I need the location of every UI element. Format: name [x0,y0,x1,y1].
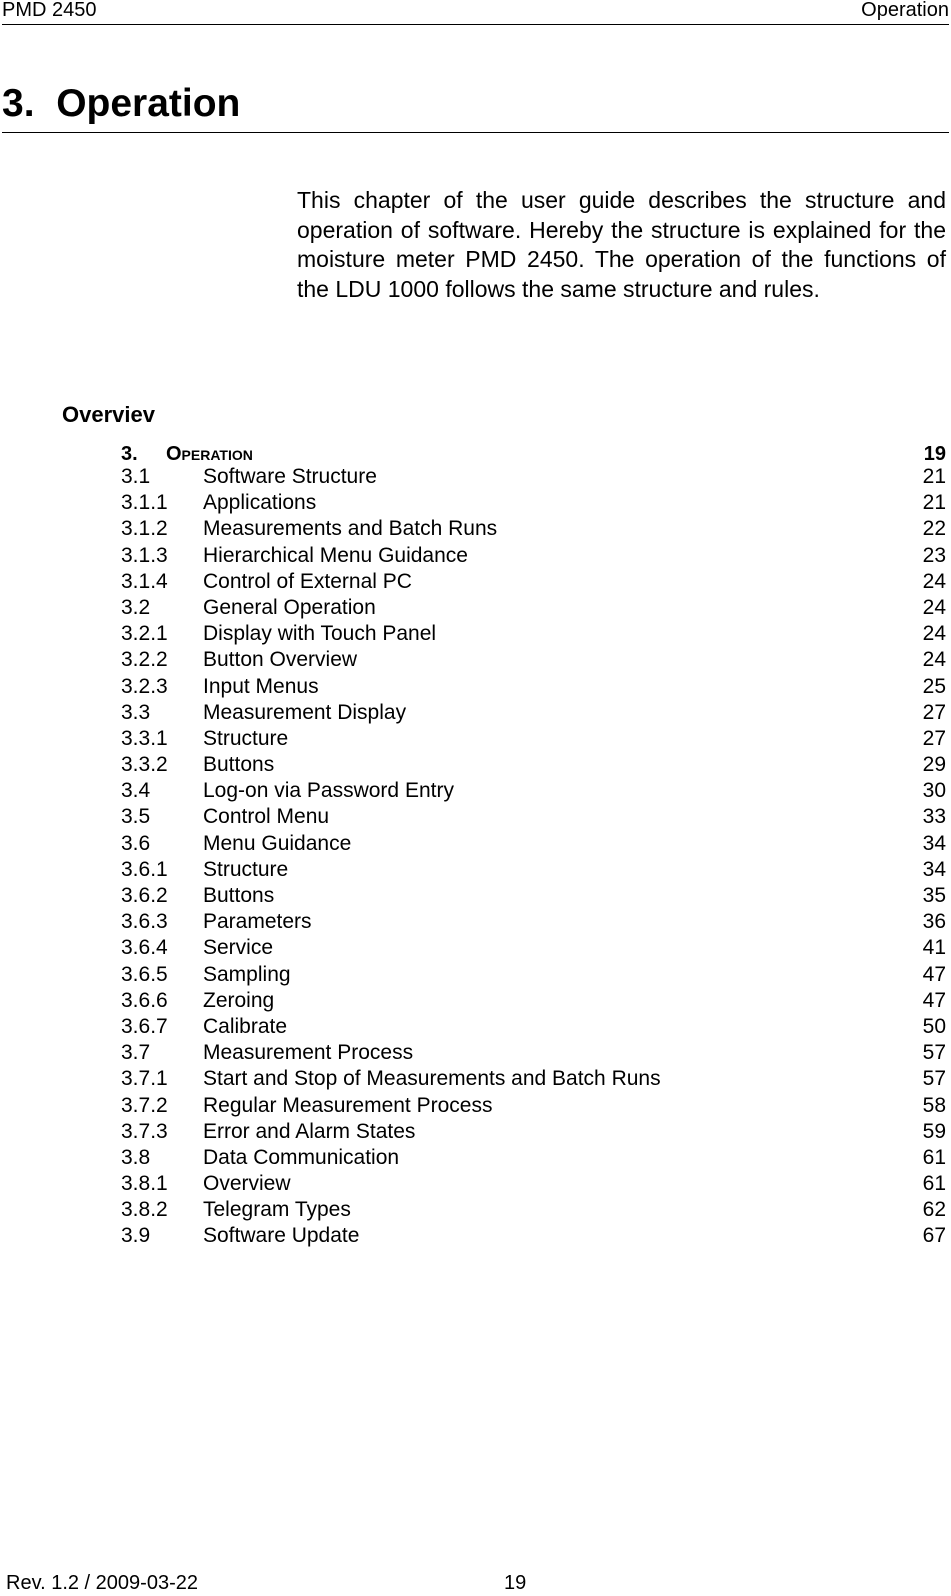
toc-entry[interactable] [121,884,946,910]
footer-revision: Rev. 1.2 / 2009-03-22 [6,1572,198,1594]
toc-entry-title: Log-on via Password Entry [203,779,454,803]
toc-entry-page: 21 [922,491,946,515]
toc-entry-number: 3.6.1 [121,857,168,881]
toc-entry-number: 3.3.1 [121,726,168,750]
toc-entry-number: 3.1.4 [121,569,168,593]
toc-entry[interactable] [121,675,946,701]
toc-entry[interactable] [121,963,946,989]
toc-entry-title: Telegram Types [203,1198,351,1222]
toc-entry-title: Parameters [203,910,312,934]
toc-entry-number: 3.6.5 [121,962,168,986]
toc-entry-page: 30 [922,779,946,803]
toc-entry-page: 27 [922,726,946,750]
toc-entry-title: Measurement Process [203,1041,414,1065]
toc-entry-number: 3.1.1 [121,491,168,515]
toc-entry-number: 3.7.3 [121,1119,168,1143]
toc-entry-number: 3.5 [121,805,151,829]
toc-entry-number: 3.6.7 [121,1014,168,1038]
toc-entry-number: 3.4 [121,779,151,803]
toc-entry-page: 35 [922,884,946,907]
toc-entry-page: 24 [922,595,946,619]
toc-entry-number: 3.1.3 [121,543,168,567]
toc-entry-number: 3.3 [121,700,151,724]
toc-entry-page: 67 [922,1224,946,1248]
toc-entry-page: 59 [922,1119,946,1143]
toc-entry-title: Button Overview [203,648,358,672]
toc-entry-number: 3.7 [121,1041,151,1065]
toc-entry-title: Regular Measurement Process [203,1093,493,1117]
toc-entry[interactable] [121,936,946,962]
toc-entry-number: 3.2.3 [121,674,168,698]
toc-entry[interactable] [121,1041,946,1067]
toc-entry-number: 3.8 [121,1145,151,1169]
toc-entry[interactable] [121,1198,946,1224]
toc-entry-number: 3.7.2 [121,1093,168,1117]
toc-entry[interactable] [121,1172,946,1198]
toc-entry-page: 61 [922,1145,946,1169]
toc-entry-title: Structure [203,726,289,750]
toc-entry[interactable] [121,622,946,648]
toc-entry-page: 25 [922,674,946,698]
toc-entry-title: Calibrate [203,1014,288,1038]
toc-entry[interactable] [121,805,946,831]
toc-entry[interactable] [121,727,946,753]
toc-entry[interactable] [121,1120,946,1146]
toc-entry-title: Service [203,936,274,960]
page-header [2,0,949,25]
toc-entry-page: 22 [922,517,946,541]
toc-entry-title: Applications [203,491,317,515]
toc-entry-title: Sampling [203,962,291,986]
toc-entry[interactable] [121,596,946,622]
toc-entry-title: Buttons [203,884,275,907]
toc-entry-page: 23 [922,543,946,567]
toc-entry[interactable] [121,1224,946,1250]
toc-entry-number: 3.1.2 [121,517,168,541]
toc-entry-number: 3.6.6 [121,988,168,1012]
toc-entry-number: 3.2.2 [121,648,168,672]
toc-entry-title: General Operation [203,595,376,619]
toc-entry[interactable] [121,779,946,805]
toc-entry[interactable] [121,1146,946,1172]
toc-entry-number: 3.6.3 [121,910,168,934]
toc-entry-title: Measurements and Batch Runs [203,517,498,541]
toc-entry[interactable] [121,910,946,936]
toc-entry-title: Measurement Display [203,700,407,724]
toc-entry-page: 61 [922,1172,946,1196]
toc-entry-title: Input Menus [203,674,319,698]
toc-entry-title: Display with Touch Panel [203,622,437,646]
toc-entry-page: 58 [922,1093,946,1117]
page-footer [6,1572,945,1594]
toc-entry-page: 33 [922,805,946,829]
toc-entry-page: 21 [922,465,946,488]
toc-entry-page: 27 [922,700,946,724]
toc-entry-page: 24 [922,648,946,672]
toc-main-number: 3. [121,443,138,465]
header-document-name: PMD 2450 [2,0,97,21]
toc-entry-page: 34 [922,857,946,881]
toc-entry-number: 3.2 [121,595,151,619]
toc-entry[interactable] [121,1094,946,1120]
toc-entry[interactable] [121,570,946,596]
toc-entry-number: 3.6 [121,831,151,855]
toc-entry-title: Control of External PC [203,569,412,593]
overview-heading: Overviev [62,402,155,427]
toc-entry-number: 3.8.1 [121,1172,168,1196]
toc-entry-title: Error and Alarm States [203,1119,416,1143]
toc-entry-page: 57 [922,1067,946,1091]
footer-page-number: 19 [504,1572,527,1594]
toc-entry[interactable] [121,1015,946,1041]
toc-entry-page: 47 [922,988,946,1012]
toc-entry-title: Overview [203,1172,291,1196]
toc-entry[interactable] [121,858,946,884]
toc-main-entry[interactable] [121,442,946,466]
toc-entry-title: Zeroing [203,988,275,1012]
toc-entry-number: 3.7.1 [121,1067,168,1091]
toc-entry-title: Software Structure [203,465,377,488]
toc-entry-number: 3.6.2 [121,884,168,907]
toc-entry-title: Control Menu [203,805,330,829]
toc-entry-page: 24 [922,569,946,593]
toc-entry[interactable] [121,517,946,543]
toc-entry-title: Data Communication [203,1145,400,1169]
toc-entry-page: 41 [922,936,946,960]
toc-entry[interactable] [121,753,946,779]
toc-entry-title: Menu Guidance [203,831,352,855]
table-of-contents [121,465,946,1251]
toc-entry[interactable] [121,648,946,674]
toc-entry-number: 3.1 [121,465,151,488]
toc-entry[interactable] [121,491,946,517]
toc-entry[interactable] [121,701,946,727]
toc-entry-number: 3.6.4 [121,936,168,960]
toc-entry-title: Software Update [203,1224,360,1248]
toc-main-title: Operation [166,443,253,465]
toc-entry-number: 3.9 [121,1224,151,1248]
toc-entry-number: 3.8.2 [121,1198,168,1222]
toc-entry-number: 3.3.2 [121,753,168,777]
toc-entry-page: 24 [922,622,946,646]
toc-entry-page: 50 [922,1014,946,1038]
toc-entry-page: 29 [922,753,946,777]
header-section-name: Operation [861,0,949,21]
toc-entry-page: 36 [922,910,946,934]
toc-entry-number: 3.2.1 [121,622,168,646]
toc-entry[interactable] [121,989,946,1015]
toc-entry-title: Structure [203,857,289,881]
toc-entry[interactable] [121,465,946,491]
chapter-title: 3. Operation [2,82,949,133]
toc-entry-page: 34 [922,831,946,855]
toc-entry[interactable] [121,832,946,858]
toc-entry-page: 47 [922,962,946,986]
toc-main-page: 19 [923,443,946,465]
toc-entry[interactable] [121,1067,946,1093]
toc-entry-page: 62 [922,1198,946,1222]
intro-paragraph: This chapter of the user guide describes the structure and operation of software. Hereby the structure is explained for the moisture meter PMD 2450. The operation of the functions of the LDU 1000 follows the same structure and rules. [297,187,946,302]
toc-entry-page: 57 [922,1041,946,1065]
toc-entry-title: Buttons [203,753,275,777]
toc-entry-title: Hierarchical Menu Guidance [203,543,468,567]
toc-entry[interactable] [121,544,946,570]
toc-entry-title: Start and Stop of Measurements and Batch Runs [203,1067,661,1091]
